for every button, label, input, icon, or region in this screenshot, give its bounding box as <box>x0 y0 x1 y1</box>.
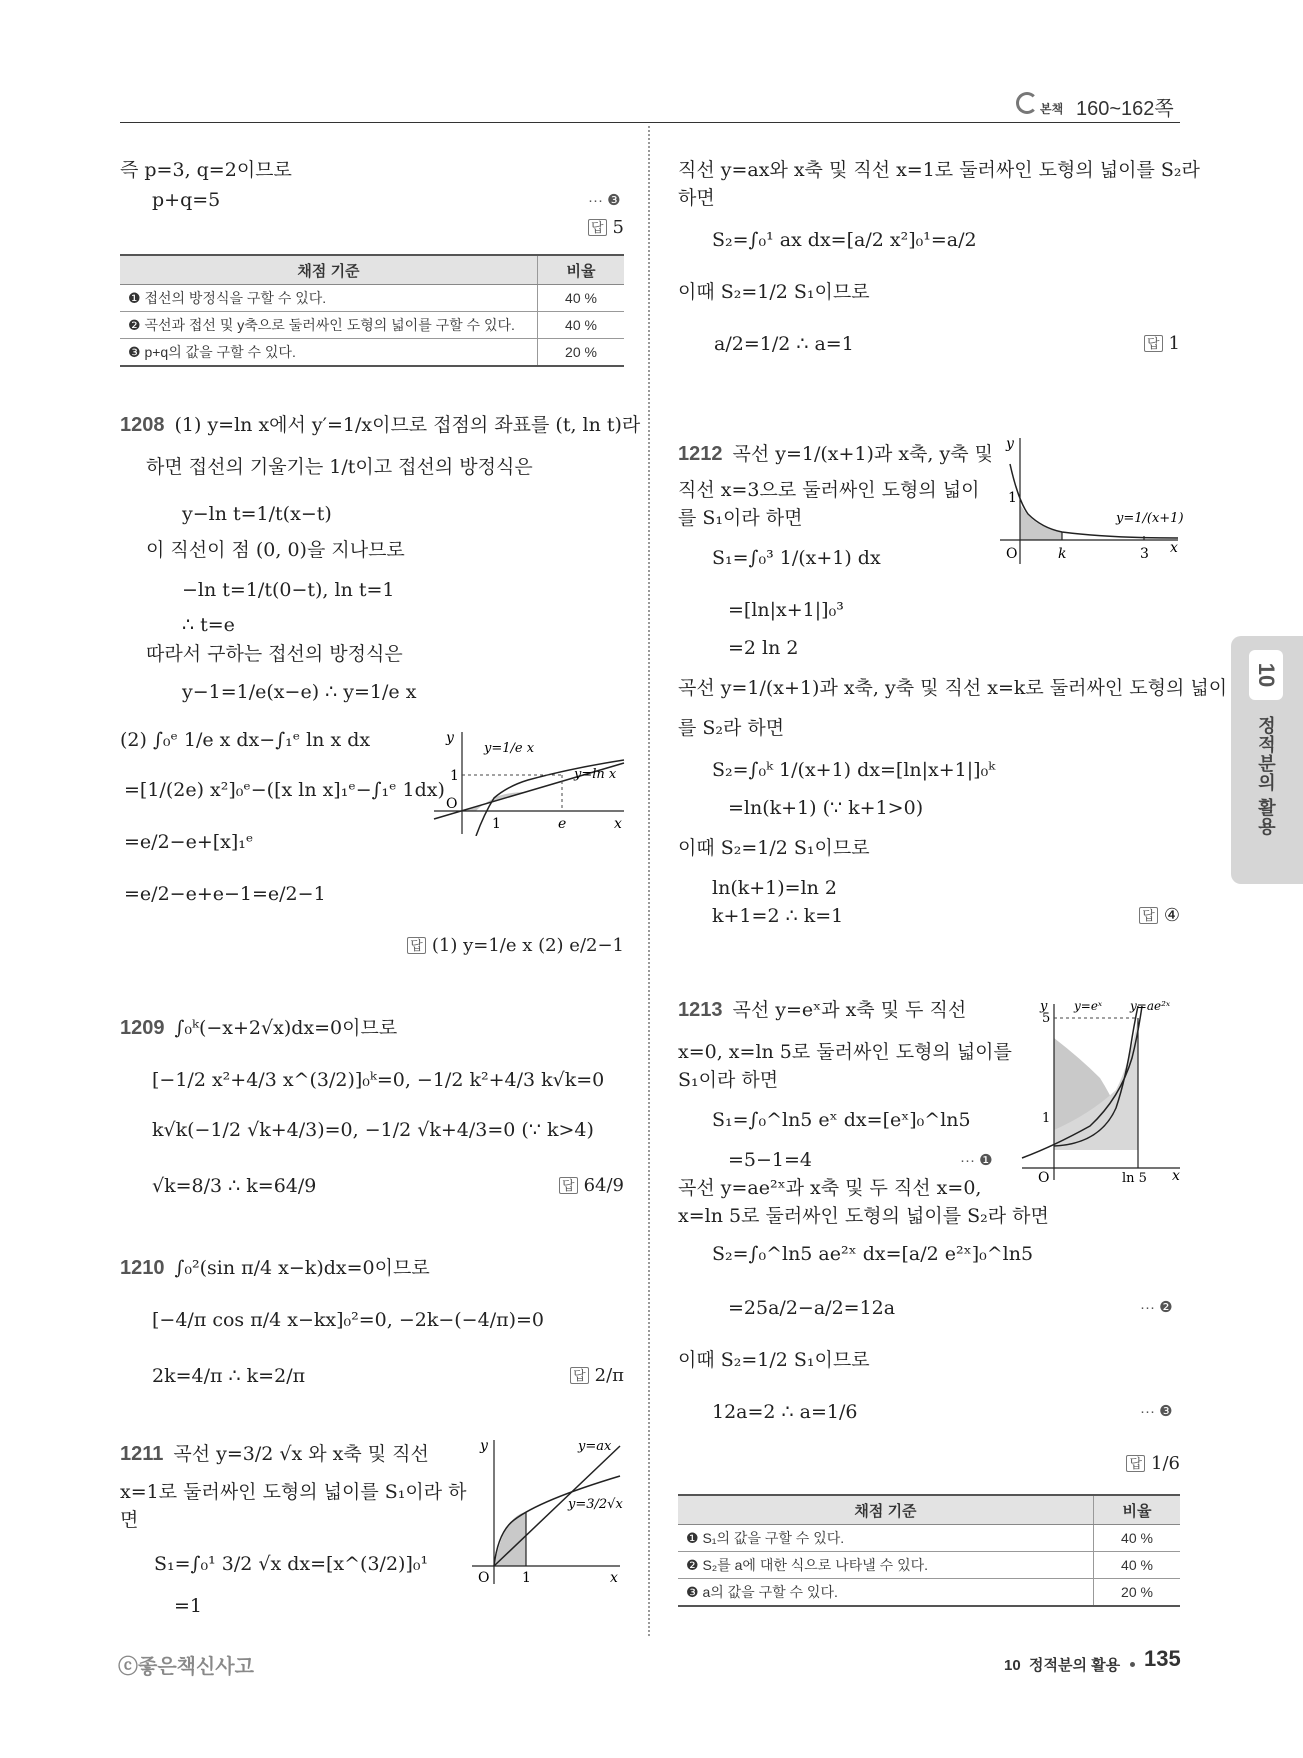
y-axis-label: y <box>480 1438 488 1454</box>
problem-1212-line-12: ln(k+1)=ln 2 <box>712 877 838 899</box>
problem-1208-line-8: y−1=1/e(x−e) ∴ y=1/e x <box>182 681 417 703</box>
origin-label: O <box>1006 546 1018 562</box>
answer-icon: 답 <box>570 1367 589 1384</box>
problem-1213-line-6: 곡선 y=ae²ˣ과 x축 및 두 직선 x=0, <box>678 1177 982 1199</box>
answer-1213 <box>1110 1452 1180 1476</box>
y-axis-label: y <box>446 730 454 746</box>
footer-chapter-title: 10 정적분의 활용 <box>1004 1657 1121 1674</box>
problem-1212-line-9: S₂=∫₀ᵏ 1/(x+1) dx=[ln|x+1|]₀ᵏ <box>712 759 996 781</box>
answer-value: ④ <box>1163 905 1180 926</box>
problem-1212-line-4: S₁=∫₀³ 1/(x+1) dx <box>712 547 881 569</box>
tick-label-ln5: ln 5 <box>1122 1171 1147 1182</box>
answer-1210 <box>540 1364 624 1388</box>
rubric-ratio: 20 % <box>1094 1579 1181 1607</box>
rubric-ratio: 40 % <box>1094 1552 1181 1579</box>
problem-1208-line-1: 1208 (1) y=ln x에서 y′=1/x이므로 접점의 좌표를 (t, ln t)라 <box>120 414 641 436</box>
p1211-cont-line-5: a/2=1/2 ∴ a=1 <box>714 333 854 355</box>
problem-1209-line-2: [−1/2 x²+4/3 x^(3/2)]₀ᵏ=0, −1/2 k²+4/3 k√k=0 <box>152 1069 605 1091</box>
footer-bullet <box>1130 1662 1135 1667</box>
publisher-logo: ⓒ좋은책신사고 <box>118 1656 254 1678</box>
tick-label-k: k <box>1058 546 1067 562</box>
problem-1211-line-1: 1211 곡선 y=3/2 √x 와 x축 및 직선 <box>120 1443 429 1465</box>
origin-label: O <box>478 1570 490 1586</box>
problem-1213-line-7: x=ln 5로 둘러싸인 도형의 넓이를 S₂라 하면 <box>678 1205 1049 1227</box>
problem-1211-line-4: S₁=∫₀¹ 3/2 √x dx=[x^(3/2)]₀¹ <box>154 1553 429 1575</box>
problem-1212-line-7: 곡선 y=1/(x+1)과 x축, y축 및 직선 x=k로 둘러싸인 도형의 넓이 <box>678 677 1228 699</box>
intro-line-1: 즉 p=3, q=2이므로 <box>120 159 292 181</box>
rubric-header-row <box>120 255 624 285</box>
p1211-cont-line-3: S₂=∫₀¹ ax dx=[a/2 x²]₀¹=a/2 <box>712 229 977 251</box>
answer-icon: 답 <box>1139 907 1158 924</box>
scoring-rubric-2 <box>678 1494 1180 1607</box>
tick-label-5: 5 <box>1042 1011 1051 1026</box>
problem-1212-line-3: 를 S₁이라 하면 <box>678 507 803 529</box>
rubric-row <box>120 285 624 312</box>
problem-1211-line-3: 면 <box>120 1509 139 1531</box>
problem-1208-line-7: 따라서 구하는 접선의 방정식은 <box>146 643 403 665</box>
problem-1208-line-3: y−ln t=1/t(x−t) <box>182 503 332 525</box>
problem-1213-line-8: S₂=∫₀^ln5 ae²ˣ dx=[a/2 e²ˣ]₀^ln5 <box>712 1243 1034 1265</box>
problem-1208-line-5: −ln t=1/t(0−t), ln t=1 <box>182 579 395 601</box>
problem-1213-line-5: =5−1=4 <box>728 1149 813 1171</box>
book-label: 본책 <box>1040 102 1064 116</box>
step-marker-2: ··· ❷ <box>1140 1299 1173 1316</box>
problem-1213-line-9: =25a/2−a/2=12a <box>728 1297 896 1319</box>
problem-1208-line-12: =e/2−e+e−1=e/2−1 <box>124 883 326 905</box>
line-label: y=1/e x <box>484 741 535 756</box>
problem-1208-line-10: =[1/(2e) x²]₀ᵉ−([x ln x]₁ᵉ−∫₁ᵉ 1dx) <box>124 779 445 801</box>
answer-value: 2/π <box>594 1365 624 1386</box>
graph-1213 <box>1020 998 1186 1182</box>
chapter-number-badge <box>1249 650 1283 700</box>
rubric-criterion: ❷ 곡선과 접선 및 y축으로 둘러싸인 도형의 넓이를 구할 수 있다. <box>120 312 538 339</box>
answer-1208 <box>380 934 624 958</box>
problem-1210-line-3: 2k=4/π ∴ k=2/π <box>152 1365 306 1387</box>
rubric-row <box>120 312 624 339</box>
rubric-criterion: ❸ p+q의 값을 구할 수 있다. <box>120 339 538 367</box>
tick-label-y: 1 <box>450 768 459 784</box>
curve-label: y=3/2√x <box>568 1497 623 1512</box>
rubric-ratio: 40 % <box>1094 1525 1181 1552</box>
tick-label-3: 3 <box>1140 546 1149 562</box>
problem-1210-line-1: 1210 ∫₀²(sin π/4 x−k)dx=0이므로 <box>120 1257 430 1279</box>
problem-1208-line-9: (2) ∫₀ᵉ 1/e x dx−∫₁ᵉ ln x dx <box>120 729 371 751</box>
problem-1213-line-3: S₁이라 하면 <box>678 1069 779 1091</box>
answer-value: 5 <box>612 217 624 238</box>
intro-line-2: p+q=5 <box>152 189 221 211</box>
tick-label-1: 1 <box>522 1570 531 1586</box>
problem-number: 1212 <box>678 443 723 465</box>
graph-1211 <box>470 1436 630 1586</box>
problem-number: 1211 <box>120 1443 164 1465</box>
column-divider <box>648 126 650 1636</box>
p1211-cont-line-1: 직선 y=ax와 x축 및 직선 x=1로 둘러싸인 도형의 넓이를 S₂라 <box>678 159 1200 181</box>
rubric-ratio: 20 % <box>538 339 625 367</box>
problem-number: 1210 <box>120 1257 165 1279</box>
tick-label-1: 1 <box>1042 1111 1051 1126</box>
rubric-row <box>678 1525 1180 1552</box>
problem-1213-line-11: 12a=2 ∴ a=1/6 <box>712 1401 858 1423</box>
chapter-number: 10 <box>1253 662 1279 688</box>
p1211-cont-line-2: 하면 <box>678 187 715 209</box>
rubric-row <box>678 1552 1180 1579</box>
rubric-ratio: 40 % <box>538 312 625 339</box>
graph-1212 <box>998 434 1184 574</box>
tick-label-1: 1 <box>1008 490 1017 506</box>
answer-value: 1/6 <box>1151 1453 1180 1474</box>
problem-1208-line-6: ∴ t=e <box>182 614 235 636</box>
step-marker-3: ··· ❸ <box>1140 1403 1173 1420</box>
page-range: 160~162쪽 <box>1076 98 1174 120</box>
problem-1212-line-8: 를 S₂라 하면 <box>678 717 785 739</box>
y-axis-label: y <box>1006 436 1014 452</box>
chapter-title-vertical: 정적분의 활용 <box>1256 716 1276 837</box>
problem-1212-line-6: =2 ln 2 <box>728 637 799 659</box>
rubric-header-criteria: 채점 기준 <box>120 255 538 285</box>
problem-1209-line-1: 1209 ∫₀ᵏ(−x+2√x)dx=0이므로 <box>120 1017 398 1039</box>
rubric-ratio: 40 % <box>538 285 625 312</box>
curve-label-exp: y=eˣ <box>1074 999 1103 1013</box>
rubric-criterion: ❶ S₁의 값을 구할 수 있다. <box>678 1525 1094 1552</box>
answer-value: (1) y=1/e x (2) e/2−1 <box>431 935 624 956</box>
answer-value: 1 <box>1168 333 1180 354</box>
rubric-criterion: ❸ a의 값을 구할 수 있다. <box>678 1579 1094 1607</box>
graph-1208 <box>432 728 628 836</box>
y-axis-label: y <box>1040 999 1048 1014</box>
rubric-header-ratio: 비율 <box>538 255 625 285</box>
shaded-area-1212 <box>1020 504 1062 540</box>
answer-icon: 답 <box>559 1177 578 1194</box>
problem-1211-line-5: =1 <box>174 1595 203 1617</box>
answer-1212 <box>1110 904 1180 928</box>
origin-label: O <box>1038 1170 1050 1182</box>
rubric-header-row <box>678 1495 1180 1525</box>
problem-1208-line-4: 이 직선이 점 (0, 0)을 지나므로 <box>146 539 405 561</box>
answer-icon: 답 <box>407 937 426 954</box>
page-header <box>120 88 1180 123</box>
line-label: y=ax <box>578 1439 612 1454</box>
rubric-header-criteria: 채점 기준 <box>678 1495 1094 1525</box>
answer-1211 <box>1120 332 1180 356</box>
problem-1209-line-4: √k=8/3 ∴ k=64/9 <box>152 1175 317 1197</box>
answer-value: 64/9 <box>583 1175 624 1196</box>
curve-label: y=ln x <box>574 767 617 782</box>
problem-1213-line-10: 이때 S₂=1/2 S₁이므로 <box>678 1349 870 1371</box>
problem-number: 1209 <box>120 1017 165 1039</box>
origin-label: O <box>446 796 458 812</box>
answer-intro <box>560 216 624 240</box>
problem-1212-line-11: 이때 S₂=1/2 S₁이므로 <box>678 837 870 859</box>
tick-label-e: e <box>558 816 567 832</box>
answer-icon: 답 <box>588 219 607 236</box>
x-axis-label: x <box>1170 540 1178 556</box>
problem-1212-line-5: =[ln|x+1|]₀³ <box>728 599 844 621</box>
x-axis-label: x <box>610 1570 618 1586</box>
problem-number: 1213 <box>678 999 723 1021</box>
problem-1212-line-13: k+1=2 ∴ k=1 <box>712 905 844 927</box>
rubric-row <box>120 339 624 367</box>
problem-1210-line-2: [−4/π cos π/4 x−kx]₀²=0, −2k−(−4/π)=0 <box>152 1309 545 1331</box>
rubric-criterion: ❷ S₂를 a에 대한 식으로 나타낼 수 있다. <box>678 1552 1094 1579</box>
problem-1208-line-2: 하면 접선의 기울기는 1/t이고 접선의 방정식은 <box>146 456 533 478</box>
problem-1208-line-11: =e/2−e+[x]₁ᵉ <box>124 831 254 853</box>
x-axis-label: x <box>614 816 622 832</box>
problem-1211-line-2: x=1로 둘러싸인 도형의 넓이를 S₁이라 하 <box>120 1481 467 1503</box>
shaded-area-1211 <box>494 1512 526 1566</box>
step-marker-1: ··· ❶ <box>960 1152 993 1169</box>
scoring-rubric-1 <box>120 254 624 367</box>
problem-1213-line-1: 1213 곡선 y=eˣ과 x축 및 두 직선 <box>678 999 967 1021</box>
tick-label-x: 1 <box>492 816 501 832</box>
curve-label: y=1/(x+1) <box>1116 511 1184 526</box>
problem-1213-line-4: S₁=∫₀^ln5 eˣ dx=[eˣ]₀^ln5 <box>712 1109 971 1131</box>
rubric-row <box>678 1579 1180 1607</box>
rubric-header-ratio: 비율 <box>1094 1495 1181 1525</box>
problem-1209-line-3: k√k(−1/2 √k+4/3)=0, −1/2 √k+4/3=0 (∵ k>4) <box>152 1119 594 1141</box>
page-number: 135 <box>1144 1646 1181 1671</box>
answer-icon: 답 <box>1126 1455 1145 1472</box>
problem-1212-line-2: 직선 x=3으로 둘러싸인 도형의 넓이 <box>678 479 980 501</box>
answer-icon: 답 <box>1144 335 1163 352</box>
x-axis-label: x <box>1172 1168 1180 1182</box>
rubric-criterion: ❶ 접선의 방정식을 구할 수 있다. <box>120 285 538 312</box>
step-marker-3: ··· ❸ <box>588 192 621 209</box>
problem-1212-line-1: 1212 곡선 y=1/(x+1)과 x축, y축 및 <box>678 443 993 465</box>
answer-1209 <box>520 1174 624 1198</box>
book-return-icon <box>1016 92 1038 114</box>
chapter-side-tab[interactable] <box>1231 636 1303 884</box>
p1211-cont-line-4: 이때 S₂=1/2 S₁이므로 <box>678 281 870 303</box>
curve-label-exp2x: y=ae²ˣ <box>1130 999 1171 1013</box>
problem-1213-line-2: x=0, x=ln 5로 둘러싸인 도형의 넓이를 <box>678 1041 1012 1063</box>
problem-1212-line-10: =ln(k+1) (∵ k+1>0) <box>728 797 924 819</box>
problem-number: 1208 <box>120 414 165 436</box>
